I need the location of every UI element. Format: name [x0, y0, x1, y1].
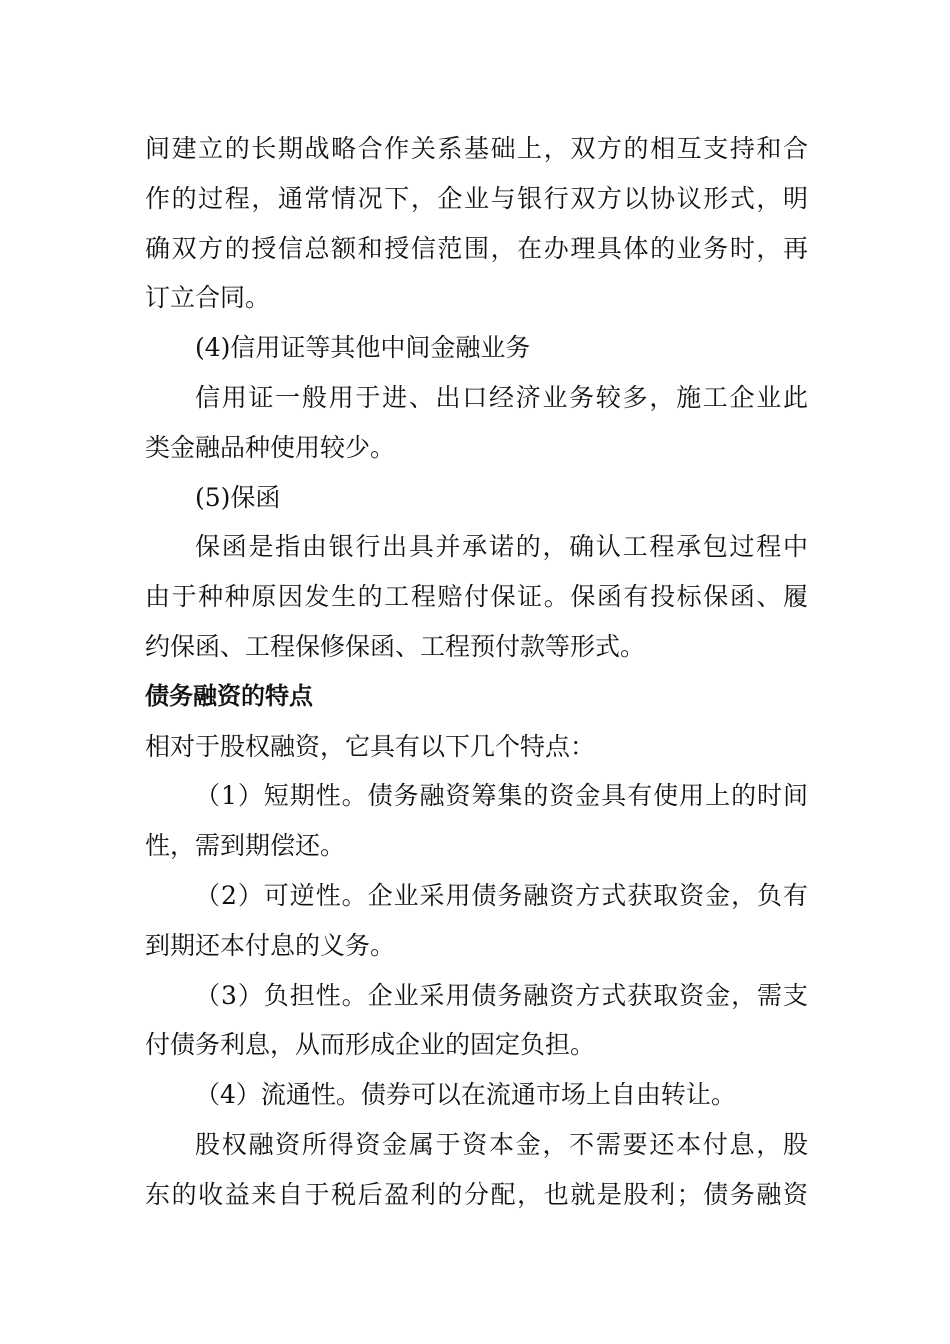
body-text-line: 东的收益来自于税后盈利的分配，也就是股利；债务融资 [145, 1179, 808, 1209]
body-text-line: 间建立的长期战略合作关系基础上，双方的相互支持和合 [145, 134, 808, 163]
list-item-text: （2）可逆性。企业采用债务融资方式获取资金，负有 [195, 880, 808, 910]
body-text-line: 相对于股权融资，它具有以下几个特点： [145, 731, 596, 761]
subsection-heading: (4)信用证等其他中间金融业务 [195, 333, 531, 363]
list-item-text: （3）负担性。企业采用债务融资方式获取资金，需支 [195, 980, 808, 1010]
subsection-heading: (5)保函 [195, 482, 281, 512]
body-text-line: 股权融资所得资金属于资本金，不需要还本付息，股 [195, 1129, 808, 1159]
body-text-line: 由于种种原因发生的工程赔付保证。保函有投标保函、履 [145, 582, 808, 612]
body-text-line: 约保函、工程保修保函、工程预付款等形式。 [145, 631, 646, 661]
body-text-line: 作的过程，通常情况下，企业与银行双方以协议形式，明 [145, 183, 808, 213]
body-text-line: 订立合同。 [145, 283, 271, 313]
list-item-text: 付债务利息，从而形成企业的固定负担。 [145, 1030, 596, 1060]
body-text-line: 确双方的授信总额和授信范围，在办理具体的业务时，再 [145, 233, 808, 263]
body-text-line: 信用证一般用于进、出口经济业务较多，施工企业此 [195, 382, 808, 412]
list-item-text: 到期还本付息的义务。 [145, 930, 396, 960]
section-heading: 债务融资的特点 [145, 681, 313, 710]
list-item-text: （1）短期性。债务融资筹集的资金具有使用上的时间 [195, 781, 808, 811]
list-item-text: （4）流通性。债券可以在流通市场上自由转让。 [195, 1080, 736, 1110]
body-text-line: 类金融品种使用较少。 [145, 432, 396, 462]
body-text-line: 保函是指由银行出具并承诺的，确认工程承包过程中 [195, 532, 808, 562]
list-item-text: 性，需到期偿还。 [145, 831, 346, 861]
document-body [145, 124, 808, 1220]
